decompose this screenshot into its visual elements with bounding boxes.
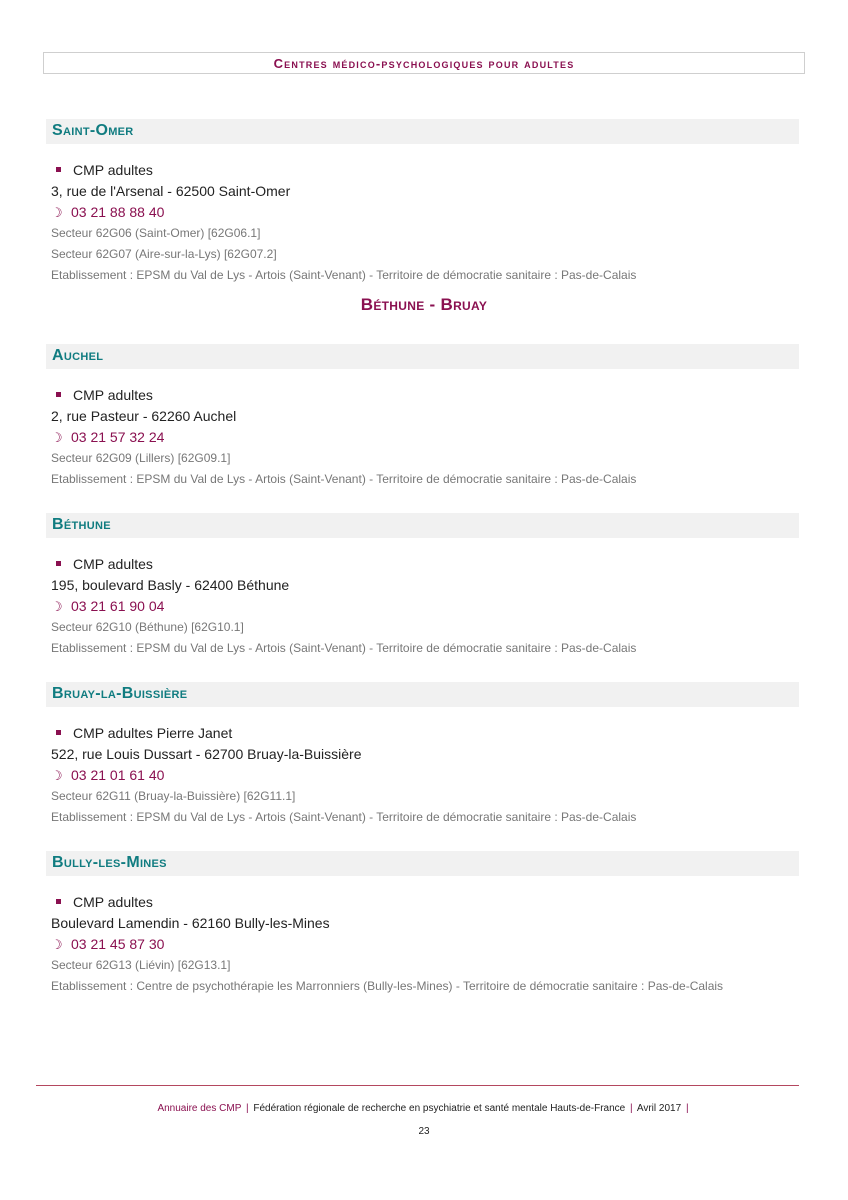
cmp-etablissement: Etablissement : Centre de psychothérapie les Marronniers (Bully-les-Mines) - Territoire de démocratie sanitaire : Pas-de-Calais xyxy=(51,979,724,993)
cmp-address: 195, boulevard Basly - 62400 Béthune xyxy=(51,577,290,593)
section-title: Bruay-la-Buissière xyxy=(52,685,188,702)
phone-icon: ☽ xyxy=(51,430,63,445)
page-header-title: Centres médico-psychologiques pour adultes xyxy=(273,55,575,71)
cmp-entry xyxy=(51,554,811,659)
cmp-sector: Secteur 62G11 (Bruay-la-Buissière) [62G11.1] xyxy=(51,789,296,803)
cmp-phone-line xyxy=(51,596,811,617)
footer-divider xyxy=(36,1085,799,1086)
cmp-name: CMP adultes Pierre Janet xyxy=(73,725,233,741)
cmp-etablissement: Etablissement : EPSM du Val de Lys - Artois (Saint-Venant) - Territoire de démocratie sanitaire : Pas-de-Calais xyxy=(51,268,637,282)
page-header xyxy=(43,52,805,74)
cmp-phone-line xyxy=(51,934,811,955)
bullet-icon xyxy=(56,730,61,735)
section-title: Saint-Omer xyxy=(52,122,134,139)
cmp-sector: Secteur 62G09 (Lillers) [62G09.1] xyxy=(51,451,231,465)
phone-icon: ☽ xyxy=(51,205,63,220)
page-footer xyxy=(0,1103,848,1114)
bullet-icon xyxy=(56,899,61,904)
cmp-name-line xyxy=(51,723,811,744)
cmp-name: CMP adultes xyxy=(73,162,153,178)
cmp-name-line xyxy=(51,892,811,913)
cmp-address: 3, rue de l'Arsenal - 62500 Saint-Omer xyxy=(51,183,291,199)
section-title: Auchel xyxy=(52,347,104,364)
phone-icon: ☽ xyxy=(51,599,63,614)
section-title: Bully-les-Mines xyxy=(52,854,167,871)
bullet-icon xyxy=(56,392,61,397)
cmp-name-line xyxy=(51,554,811,575)
section-header-bruay xyxy=(46,682,799,707)
cmp-etablissement: Etablissement : EPSM du Val de Lys - Artois (Saint-Venant) - Territoire de démocratie sanitaire : Pas-de-Calais xyxy=(51,472,637,486)
bullet-icon xyxy=(56,167,61,172)
cmp-name: CMP adultes xyxy=(73,556,153,572)
bullet-icon xyxy=(56,561,61,566)
cmp-sector: Secteur 62G06 (Saint-Omer) [62G06.1] xyxy=(51,226,261,240)
footer-separator: | xyxy=(245,1103,249,1114)
cmp-phone: 03 21 45 87 30 xyxy=(71,936,165,952)
cmp-address: Boulevard Lamendin - 62160 Bully-les-Mines xyxy=(51,915,330,931)
cmp-name-line xyxy=(51,160,811,181)
region-title: Béthune - Bruay xyxy=(360,295,488,314)
cmp-phone: 03 21 57 32 24 xyxy=(71,429,165,445)
cmp-sector: Secteur 62G07 (Aire-sur-la-Lys) [62G07.2] xyxy=(51,247,277,261)
cmp-entry xyxy=(51,892,811,997)
cmp-phone: 03 21 01 61 40 xyxy=(71,767,165,783)
cmp-phone-line xyxy=(51,202,811,223)
footer-separator: | xyxy=(685,1103,689,1114)
cmp-name: CMP adultes xyxy=(73,894,153,910)
cmp-phone: 03 21 61 90 04 xyxy=(71,598,165,614)
section-header-saint-omer xyxy=(46,119,799,144)
cmp-address: 2, rue Pasteur - 62260 Auchel xyxy=(51,408,237,424)
section-header-bully xyxy=(46,851,799,876)
footer-separator: | xyxy=(630,1103,633,1114)
cmp-entry xyxy=(51,160,811,286)
cmp-name-line xyxy=(51,385,811,406)
cmp-phone-line xyxy=(51,427,811,448)
cmp-sector: Secteur 62G13 (Liévin) [62G13.1] xyxy=(51,958,231,972)
cmp-etablissement: Etablissement : EPSM du Val de Lys - Artois (Saint-Venant) - Territoire de démocratie sanitaire : Pas-de-Calais xyxy=(51,641,637,655)
section-header-bethune xyxy=(46,513,799,538)
footer-organization: Fédération régionale de recherche en psychiatrie et santé mentale Hauts-de-France xyxy=(253,1103,626,1114)
page-number: 23 xyxy=(418,1126,430,1137)
cmp-name: CMP adultes xyxy=(73,387,153,403)
cmp-etablissement: Etablissement : EPSM du Val de Lys - Artois (Saint-Venant) - Territoire de démocratie sanitaire : Pas-de-Calais xyxy=(51,810,637,824)
section-header-auchel xyxy=(46,344,799,369)
section-title: Béthune xyxy=(52,516,111,533)
cmp-address: 522, rue Louis Dussart - 62700 Bruay-la-Buissière xyxy=(51,746,362,762)
footer-brand: Annuaire des CMP xyxy=(157,1103,242,1114)
cmp-entry xyxy=(51,723,811,828)
cmp-phone-line xyxy=(51,765,811,786)
phone-icon: ☽ xyxy=(51,937,63,952)
footer-date: Avril 2017 xyxy=(636,1103,682,1114)
cmp-entry xyxy=(51,385,811,490)
cmp-sector: Secteur 62G10 (Béthune) [62G10.1] xyxy=(51,620,244,634)
cmp-phone: 03 21 88 88 40 xyxy=(71,204,165,220)
phone-icon: ☽ xyxy=(51,768,63,783)
